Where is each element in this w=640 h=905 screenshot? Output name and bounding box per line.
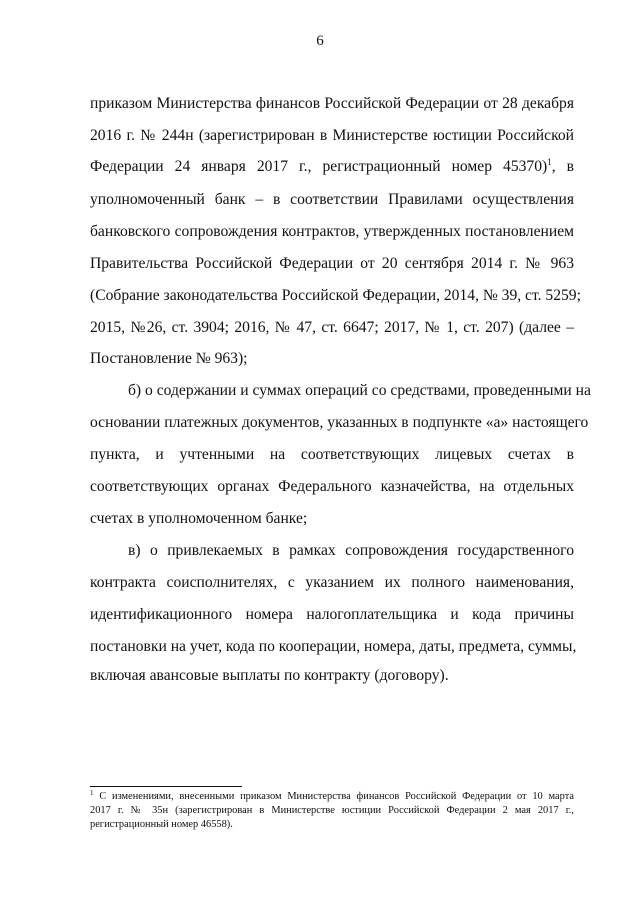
footnote-line-1 [90, 790, 574, 803]
footnote-divider [90, 786, 242, 787]
body-line-3-text: Федерации 24 января 2017 г., регистрационный номер 45370) [90, 158, 548, 175]
body-line-19: включая авансовые выплаты по контракту (договору). [90, 667, 449, 684]
footnote-line-2: 2017 г. № 35н (зарегистрирован в Министерстве юстиции Российской Федерации 2 мая 2017 г., [90, 805, 574, 816]
body-line-11: основании платежных документов, указанных в подпункте «а» настоящего [90, 414, 589, 431]
body-line-10: б) о содержании и суммах операций со средствами, проведенными на [128, 382, 591, 399]
body-line-16: контракта соисполнителях, с указанием их полного наименования, [90, 574, 574, 591]
footnote-line-1-text: С изменениями, внесенными приказом Министерства финансов Российской Федерации от 10 марта [99, 791, 574, 802]
body-line-18: постановки на учет, кода по кооперации, номера, даты, предмета, суммы, [90, 638, 577, 655]
body-line-14: счетах в уполномоченном банке; [90, 510, 308, 527]
footnote-reference: 1 [547, 157, 552, 167]
body-line-7: (Собрание законодательства Российской Федерации, 2014, № 39, ст. 5259; [90, 287, 581, 304]
body-line-4: уполномоченный банк – в соответствии Правилами осуществления [90, 191, 574, 208]
body-line-8: 2015, №26, ст. 3904; 2016, № 47, ст. 6647; 2017, № 1, ст. 207) (далее – [90, 319, 574, 336]
footnote-marker: 1 [90, 789, 94, 797]
body-line-5: банковского сопровождения контрактов, утвержденных постановлением [90, 223, 574, 240]
body-line-9: Постановление № 963); [90, 350, 248, 367]
body-line-1: приказом Министерства финансов Российской Федерации от 28 декабря [90, 95, 574, 112]
body-line-17: идентификационного номера налогоплательщика и кода причины [90, 606, 574, 623]
body-line-15: в) о привлекаемых в рамках сопровождения государственного [128, 542, 574, 559]
body-line-12: пункта, и учтенными на соответствующих лицевых счетах в [90, 446, 574, 463]
page-number: 6 [316, 33, 324, 49]
body-line-2: 2016 г. № 244н (зарегистрирован в Министерстве юстиции Российской [90, 127, 574, 144]
body-line-13: соответствующих органах Федерального казначейства, на отдельных [90, 478, 574, 495]
body-line-3-tail: , в [551, 158, 574, 175]
body-line-6: Правительства Российской Федерации от 20 сентября 2014 г. № 963 [90, 255, 574, 272]
footnote-line-3: регистрационный номер 46558). [90, 819, 233, 830]
body-line-3 [90, 158, 574, 176]
